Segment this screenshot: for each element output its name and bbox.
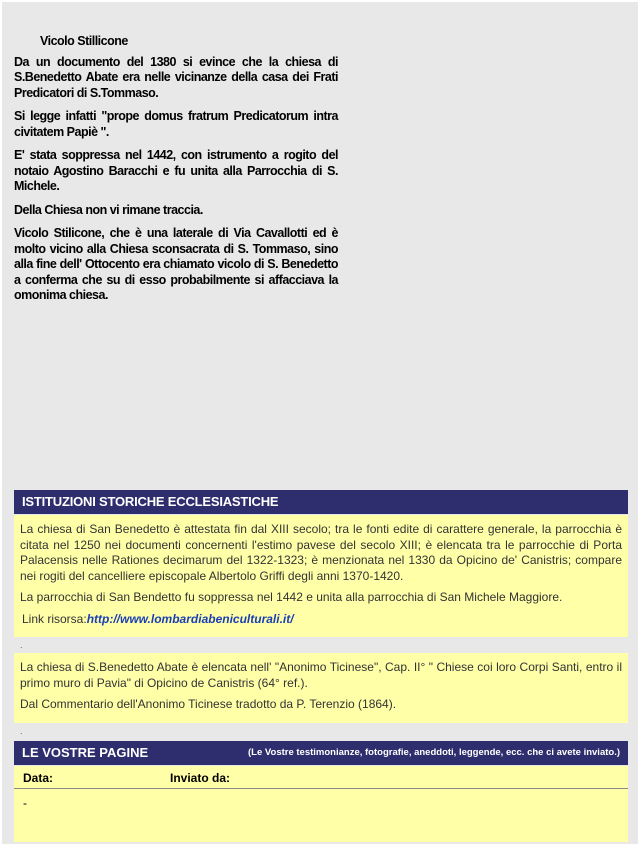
article-paragraph: Da un documento del 1380 si evince che la chiesa di S.Benedetto Abate era nelle vicinanze della casa dei Frati Predicatori di S.Tommaso. (14, 54, 338, 100)
link-label: Link risorsa: (22, 611, 87, 626)
anonimo-box (14, 653, 628, 723)
article-paragraph: Della Chiesa non vi rimane traccia. (14, 202, 203, 217)
vostre-pagine-note: (Le Vostre testimonianze, fotografie, aneddoti, leggende, ecc. che ci avete inviato.) (248, 747, 620, 758)
article-title: Vicolo Stillicone (40, 34, 128, 48)
entry-placeholder: - (23, 796, 27, 810)
column-header-data: Data: (23, 771, 54, 785)
table-header-row (14, 766, 628, 789)
istituzioni-paragraph: La chiesa di San Benedetto è attestata fin dal XIII secolo; tra le fonti edite di carattere generale, la parrocchia è citata nel 1250 nei documenti concernenti l'estimo pavese del secolo XIII; è elencata tra le parrocchie di Porta Palacensis nelle Rationes decimarum del 1322-1323; è menzionata nel 1330 da Opicino de' Canistris; compare nei rogiti del cancelliere episcopale Albertolo Griffi degli anni 1370-1420. (20, 522, 622, 583)
vostre-pagine-heading (14, 741, 628, 765)
anonimo-paragraph: La chiesa di S.Benedetto Abate è elencata nell' "Anonimo Ticinese", Cap. II° " Chiese coi loro Corpi Santi, entro il primo muro di Pavia" di Opicino de Canistris (64° ref.). (20, 660, 622, 690)
article (14, 34, 338, 312)
istituzioni-heading: ISTITUZIONI STORICHE ECCLESIASTICHE (14, 490, 628, 514)
istituzioni-paragraph: La parrocchia di San Bendetto fu soppressa nel 1442 e unita alla parrocchia di San Michele Maggiore. (20, 590, 563, 604)
separator-dot: . (20, 726, 23, 736)
anonimo-paragraph: Dal Commentario dell'Anonimo Ticinese tradotto da P. Terenzio (1864). (20, 697, 397, 711)
article-paragraph: Si legge infatti "prope domus fratrum Predicatorum intra civitatem Papiè ". (14, 109, 338, 139)
column-header-inviato: Inviato da: (170, 771, 231, 785)
page (2, 2, 638, 844)
lombardia-link[interactable]: http://www.lombardiabeniculturali.it/ (86, 611, 294, 626)
separator-dot: . (20, 640, 23, 650)
istituzioni-box (14, 515, 628, 637)
article-paragraph: Vicolo Stilicone, che è una laterale di Via Cavallotti ed è molto vicino alla Chiesa sconsacrata di S. Tommaso, sino alla fine dell' Ottocento era chiamato vicolo di S. Benedetto a conferma che su di esso probabilmente si affacciava la omonima chiesa. (14, 226, 338, 302)
article-paragraph: E' stata soppressa nel 1442, con istrumento a rogito del notaio Agostino Baracchi e fu unita alla Parrocchia di S. Michele. (14, 148, 338, 193)
vostre-pagine-title: LE VOSTRE PAGINE (22, 745, 149, 760)
vostre-pagine-box (14, 766, 628, 842)
link-line (22, 612, 622, 628)
